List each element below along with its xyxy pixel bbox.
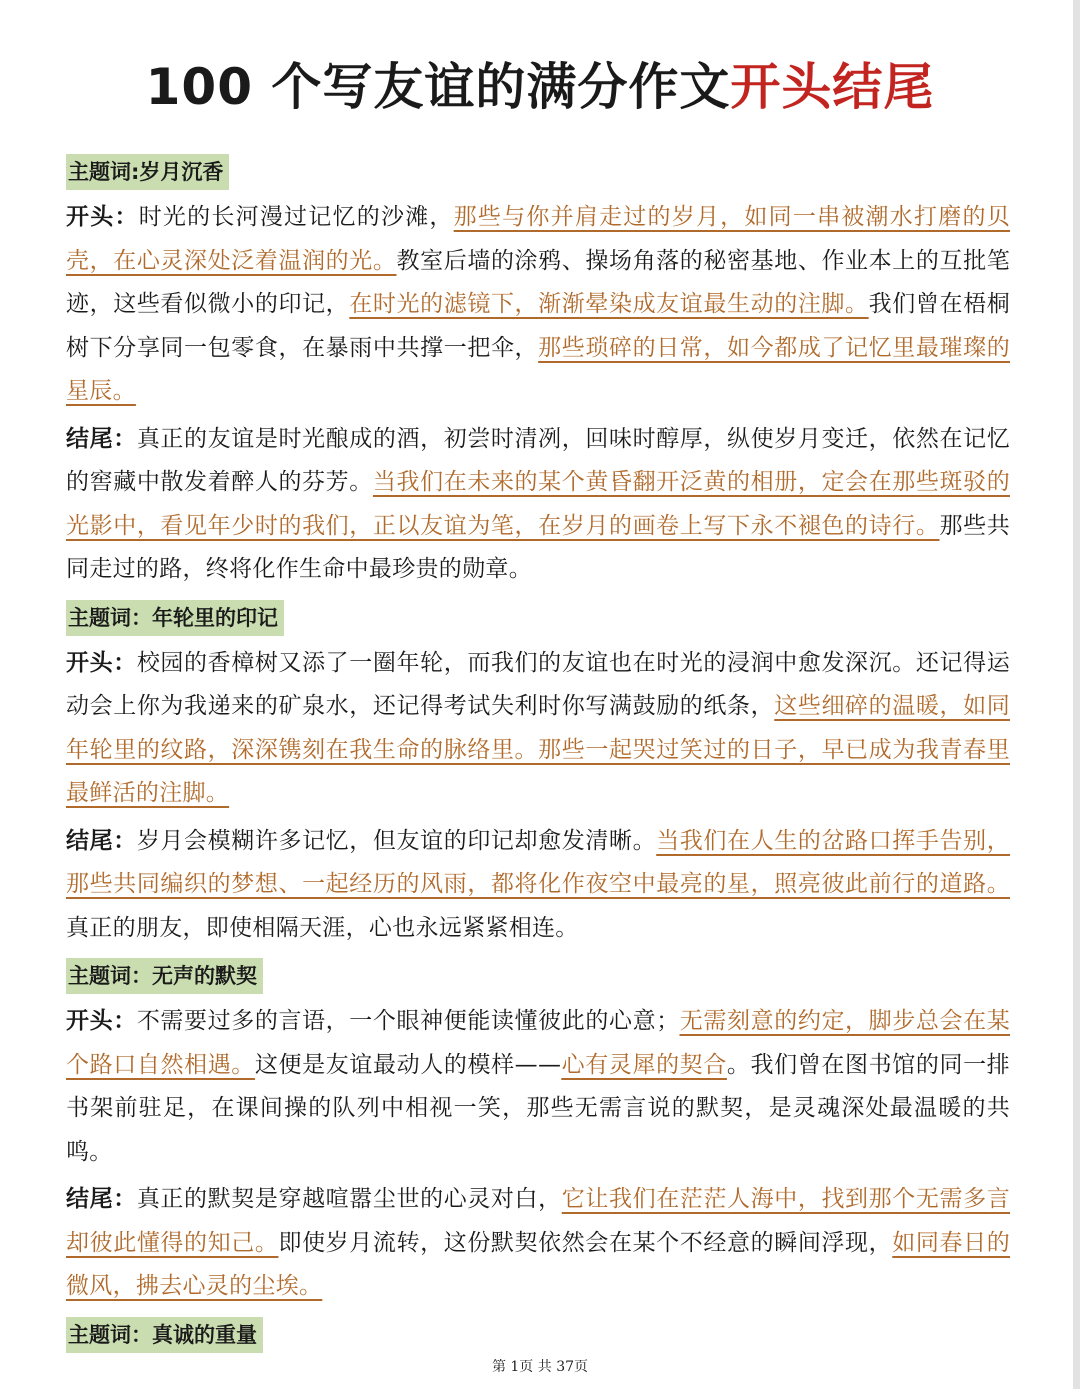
- highlighted-text: 那些琐碎的日常，如今都成了记忆里最璀璨的星辰。: [66, 334, 1011, 404]
- text-span: 教室后墙的涂鸦、操场角落的秘密基地、作业本上的互批笔迹，这些看似微小的印记，: [66, 247, 1010, 317]
- ending-label: 结尾：: [66, 1186, 137, 1212]
- text-span: 真正的友谊是时光酿成的酒，初尝时清冽，回味时醇厚，纵使岁月变迁，依然在记忆的窖藏中散发着醉人的芬芳。: [66, 425, 1010, 495]
- text-span: 时光的长河漫过记忆的沙滩，: [138, 204, 454, 230]
- ending-paragraph: [66, 1178, 1010, 1309]
- section-1: [66, 150, 1010, 592]
- highlighted-text: 无需刻意的约定，脚步总会在某个路口自然相遇。: [66, 1008, 1011, 1078]
- opening-label: 开头：: [66, 1008, 137, 1034]
- ending-paragraph: [66, 418, 1010, 592]
- page-edge-bar: [1073, 0, 1080, 1389]
- text-span: 我们曾在梧桐树下分享同一包零食，在暴雨中共撑一把伞，: [66, 291, 1010, 361]
- opening-label: 开头：: [66, 649, 137, 676]
- text-span: 岁月会模糊许多记忆，但友谊的印记却愈发清晰。: [136, 827, 657, 854]
- opening-paragraph: [66, 196, 1010, 414]
- topic-heading: 主题词:岁月沉香: [66, 154, 229, 190]
- ending-paragraph: [66, 820, 1010, 951]
- ending-label: 结尾：: [66, 827, 137, 854]
- text-span: 那些共同走过的路，终将化作生命中最珍贵的勋章。: [66, 512, 1010, 582]
- highlighted-text: 那些与你并肩走过的岁月，如同一串被潮水打磨的贝壳，在心灵深处泛着温润的光。: [66, 204, 1010, 274]
- section-3: [66, 954, 1010, 1309]
- text-span: 不需要过多的言语，一个眼神便能读懂彼此的心意；: [136, 1008, 680, 1034]
- article-body: [66, 150, 1010, 1359]
- text-span: 真正的默契是穿越喧嚣尘世的心灵对白，: [136, 1186, 562, 1212]
- page-footer: 第 1页 共 37页: [491, 1359, 589, 1375]
- text-span: 这便是友谊最动人的模样——: [254, 1051, 562, 1078]
- highlighted-text: 它让我们在茫茫人海中，找到那个无需多言却彼此懂得的知己。: [66, 1186, 1010, 1256]
- opening-paragraph: [66, 1000, 1010, 1174]
- highlighted-text: 这些细碎的温暖，如同年轮里的纹路，深深镌刻在我生命的脉络里。那些一起哭过笑过的日子，早已成为我青春里最鲜活的注脚。: [66, 693, 1011, 806]
- text-span: 真正的朋友，即使相隔天涯，心也永远紧紧相连。: [66, 914, 579, 941]
- section-4: [66, 1313, 1010, 1359]
- topic-heading: 主题词：年轮里的印记: [66, 600, 284, 636]
- text-span: 即使岁月流转，这份默契依然会在某个不经意的瞬间浮现，: [278, 1229, 893, 1256]
- highlighted-text: 在时光的滤镜下，渐渐晕染成友谊最生动的注脚。: [349, 291, 869, 317]
- highlighted-text: 心有灵犀的契合: [561, 1051, 727, 1078]
- opening-paragraph: [66, 642, 1010, 816]
- text-span: 。我们曾在图书馆的同一排书架前驻足，在课间操的队列中相视一笑，那些无需言说的默契，是灵魂深处最温暖的共鸣。: [66, 1051, 1010, 1165]
- text-span: 校园的香樟树又添了一圈年轮，而我们的友谊也在时光的浸润中愈发深沉。还记得运动会上你为我递来的矿泉水，还记得考试失利时你写满鼓励的纸条，: [66, 649, 1010, 719]
- opening-label: 开头：: [66, 204, 139, 230]
- highlighted-text: 当我们在未来的某个黄昏翻开泛黄的相册，定会在那些斑驳的光影中，看见年少时的我们，正以友谊为笔，在岁月的画卷上写下永不褪色的诗行。: [66, 469, 1010, 539]
- ending-label: 结尾：: [66, 425, 137, 452]
- title-main: 100 个写友谊的满分作文: [145, 58, 731, 116]
- page-title: [0, 52, 1080, 122]
- highlighted-text: 如同春日的微风，拂去心灵的尘埃。: [66, 1229, 1010, 1299]
- topic-heading: 主题词：真诚的重量: [66, 1317, 263, 1353]
- highlighted-text: 当我们在人生的岔路口挥手告别，那些共同编织的梦想、一起经历的风雨，都将化作夜空中最亮的星，照亮彼此前行的道路。: [66, 827, 1011, 897]
- title-highlight: 开头结尾: [730, 58, 935, 116]
- section-2: [66, 596, 1010, 951]
- topic-heading: 主题词：无声的默契: [66, 958, 263, 994]
